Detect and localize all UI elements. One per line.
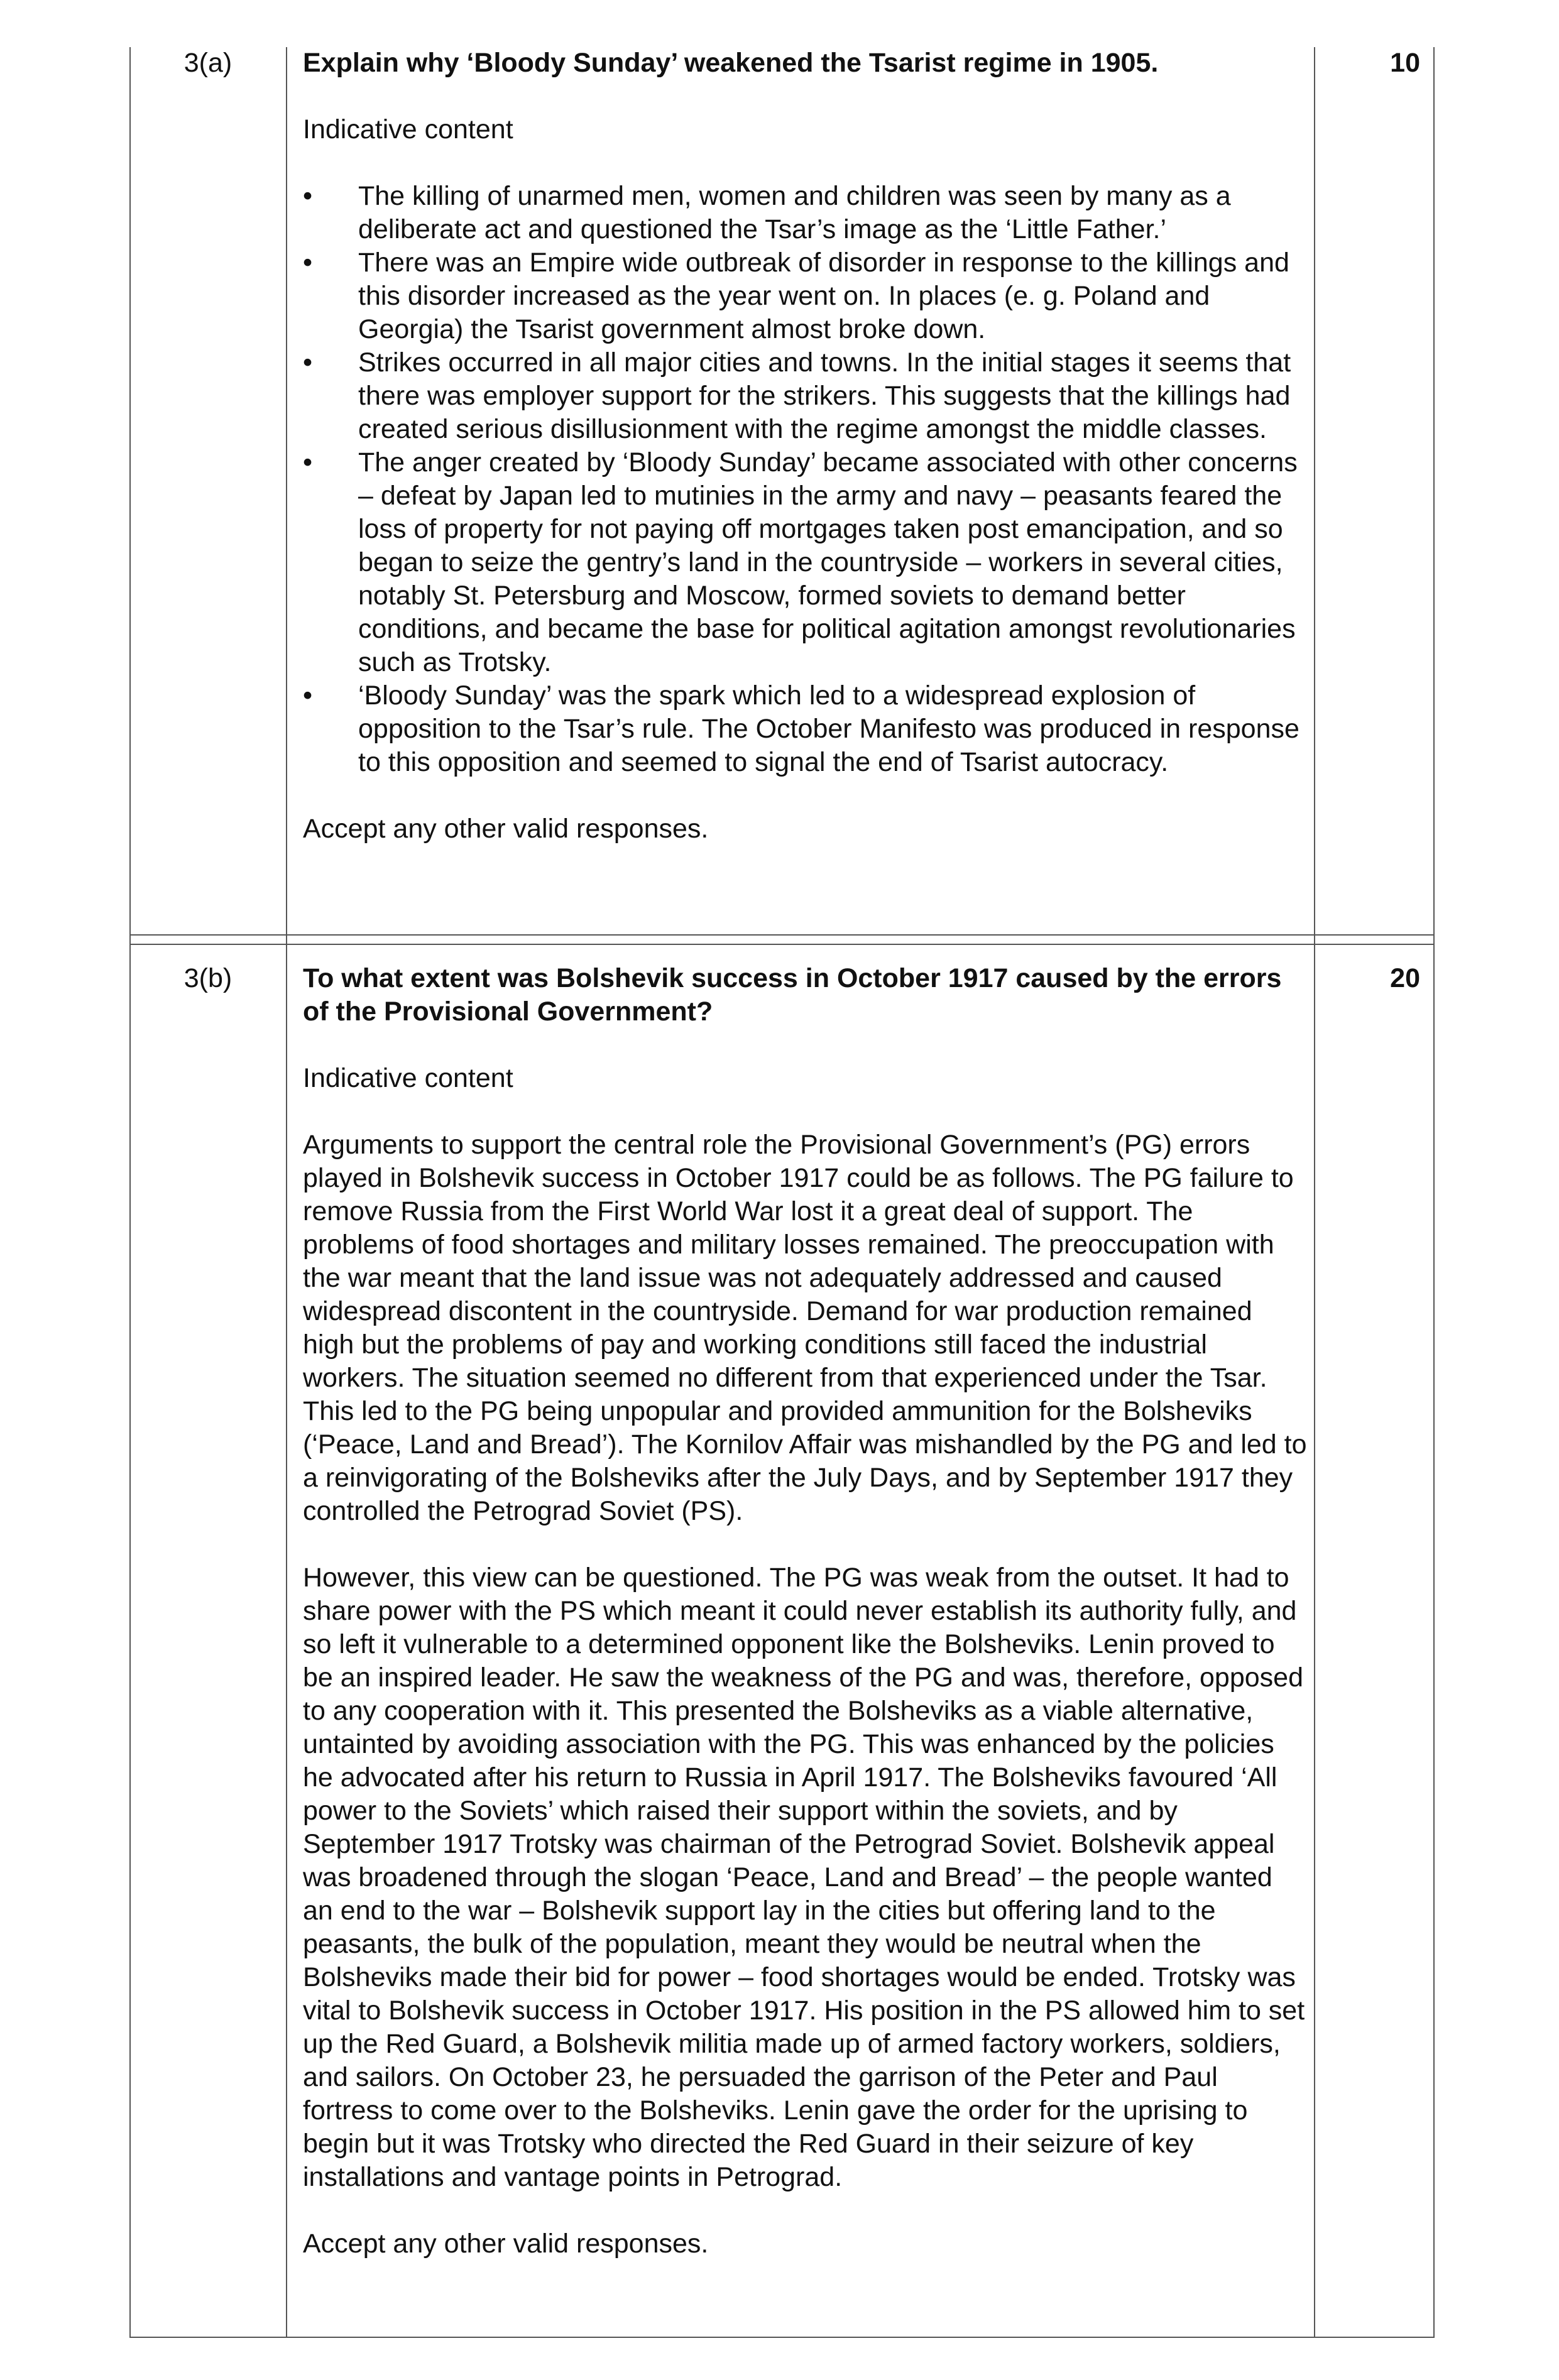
bullet-icon: •	[303, 347, 313, 378]
table-column-divider-1	[286, 47, 287, 2338]
bullet-icon: •	[303, 447, 313, 478]
bullet-text: The killing of unarmed men, women and children was seen by many as a deliberate act and questioned the Tsar’s image as the ‘Little Father.’	[358, 181, 1231, 244]
body-paragraph: However, this view can be questioned. The PG was weak from the outset. It had to share power with the PS which meant it could never establish its authority fully, and so left it vulnerable to a determined opponent like the Bolsheviks. Lenin proved to be an inspired leader. He saw the weakness of the PG and was, therefore, opposed to any cooperation with it. This presented the Bolsheviks as a viable alternative, untainted by avoiding association with the PG. This was enhanced by the policies he advocated after his return to Russia in April 1917. The Bolsheviks favoured ‘All power to the Soviets’ which raised their support within the soviets, and by September 1917 Trotsky was chairman of the Petrograd Soviet. Bolshevik appeal was broadened through the slogan ‘Peace, Land and Bread’ – the people wanted an end to the war – Bolshevik support lay in the cities but offering land to the peasants, the bulk of the population, meant they would be neutral when the Bolsheviks made their bid for power – food shortages would be ended. Trotsky was vital to Bolshevik success in October 1917. His position in the PS allowed him to set up the Red Guard, a Bolshevik militia made up of armed factory workers, soldiers, and sailors. On October 23, he persuaded the garrison of the Peter and Paul fortress to come over to the Bolsheviks. Lenin gave the order for the uprising to begin but it was Trotsky who directed the Red Guard in their seizure of key installations and vantage points in Petrograd.	[303, 1563, 1305, 2192]
bullet-text: The anger created by ‘Bloody Sunday’ became associated with other concerns – defeat by Japan led to mutinies in the army and navy – peasants feared the loss of property for not paying off mortgages taken post emancipation, and so began to seize the gentry’s land in the countryside – workers in several cities, notably St. Petersburg and Moscow, formed soviets to demand better conditions, and became the base for political agitation amongst revolutionaries such as Trotsky.	[358, 447, 1298, 677]
indicative-content-heading: Indicative content	[303, 1063, 513, 1093]
question-number: 3(a)	[183, 48, 232, 78]
bullet-text: ‘Bloody Sunday’ was the spark which led to a widespread explosion of opposition to the Tsar’s rule. The October Manifesto was produced in response to this opposition and seemed to signal the end of Tsarist autocracy.	[358, 680, 1299, 777]
question-number: 3(b)	[183, 963, 232, 993]
bullet-item	[303, 246, 1308, 346]
body-paragraph: Arguments to support the central role the Provisional Government’s (PG) errors played in Bolshevik success in October 1917 could be as follows. The PG failure to remove Russia from the First World War lost it a great deal of support. The problems of food shortages and military losses remained. The preoccupation with the war meant that the land issue was not adequately addressed and caused widespread discontent in the countryside. Demand for war production remained high but the problems of pay and working conditions still faced the industrial workers. The situation seemed no different from that experienced under the Tsar. This led to the PG being unpopular and provided ammunition for the Bolsheviks (‘Peace, Land and Bread’). The Kornilov Affair was mishandled by the PG and led to a reinvigorating of the Bolsheviks after the July Days, and by September 1917 they controlled the Petrograd Soviet (PS).	[303, 1130, 1307, 1526]
question-marks: 10	[1390, 48, 1420, 78]
row-separator-top	[129, 934, 1435, 936]
bullet-icon: •	[303, 181, 313, 211]
question-marks: 20	[1390, 963, 1420, 993]
table-right-border	[1433, 47, 1435, 2338]
indicative-content-heading: Indicative content	[303, 114, 513, 145]
question-b-content	[303, 962, 1308, 2261]
question-a-content	[303, 46, 1308, 846]
bullet-item	[303, 446, 1308, 679]
table-bottom-border	[129, 2337, 1435, 2338]
row-separator-bottom	[129, 944, 1435, 945]
closing-note: Accept any other valid responses.	[303, 2229, 709, 2259]
bullet-item	[303, 346, 1308, 446]
bullet-text: There was an Empire wide outbreak of disorder in response to the killings and this disorder increased as the year went on. In places (e. g. Poland and Georgia) the Tsarist government almost broke down.	[358, 248, 1289, 344]
bullet-icon: •	[303, 248, 313, 278]
question-title: To what extent was Bolshevik success in October 1917 caused by the errors of the Provisional Government?	[303, 963, 1282, 1027]
bullet-icon: •	[303, 680, 313, 711]
table-column-divider-2	[1314, 47, 1315, 2338]
question-title: Explain why ‘Bloody Sunday’ weakened the Tsarist regime in 1905.	[303, 48, 1159, 78]
bullet-list	[303, 180, 1308, 779]
closing-note: Accept any other valid responses.	[303, 814, 709, 844]
bullet-text: Strikes occurred in all major cities and towns. In the initial stages it seems that there was employer support for the strikers. This suggests that the killings had created serious disillusionment with the regime amongst the middle classes.	[358, 347, 1291, 444]
bullet-item	[303, 679, 1308, 779]
bullet-item	[303, 180, 1308, 246]
table-left-border	[129, 47, 131, 2338]
